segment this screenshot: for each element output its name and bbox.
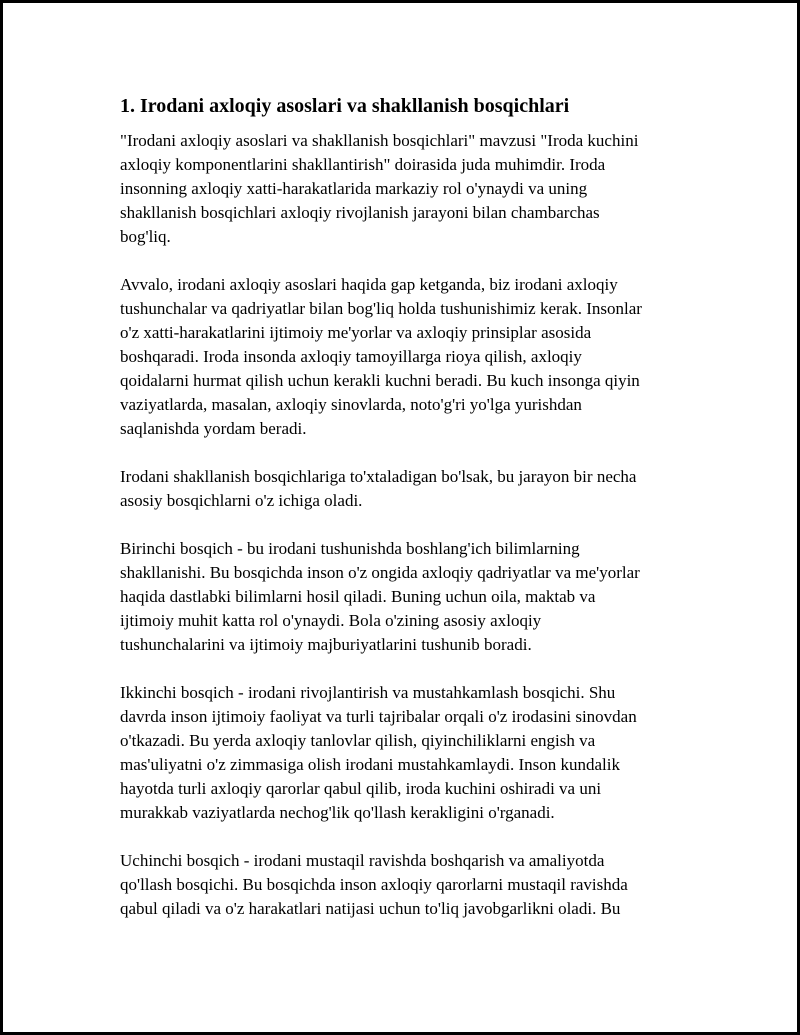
paragraph-third-stage (120, 849, 700, 921)
text-line: insonning axloqiy xatti-harakatlarida markaziy rol o'ynaydi va uning (120, 179, 588, 198)
text-line: tushunchalarini va ijtimoiy majburiyatlarini tushunib boradi. (120, 635, 532, 654)
section-heading: 1. Irodani axloqiy asoslari va shakllanish bosqichlari (120, 95, 570, 117)
text-line: Uchinchi bosqich - irodani mustaqil ravishda boshqarish va amaliyotda (120, 851, 605, 870)
text-line: vaziyatlarda, masalan, axloqiy sinovlarda, noto'g'ri yo'lga yurishdan (120, 395, 582, 414)
paragraph-intro (120, 129, 700, 249)
paragraph-stages-intro (120, 465, 700, 513)
text-line: Birinchi bosqich - bu irodani tushunishda boshlang'ich bilimlarning (120, 539, 580, 558)
text-line: o'z xatti-harakatlarini ijtimoiy me'yorlar va axloqiy prinsiplar asosida (120, 323, 592, 342)
document-body (120, 92, 700, 945)
text-line: shakllanishi. Bu bosqichda inson o'z ongida axloqiy qadriyatlar va me'yorlar (120, 563, 640, 582)
text-line: Irodani shakllanish bosqichlariga to'xtaladigan bo'lsak, bu jarayon bir necha (120, 467, 637, 486)
text-line: bog'liq. (120, 227, 171, 246)
text-line: asosiy bosqichlarni o'z ichiga oladi. (120, 491, 363, 510)
text-line: shakllanish bosqichlari axloqiy rivojlanish jarayoni bilan chambarchas (120, 203, 600, 222)
text-line: qoidalarni hurmat qilish uchun kerakli kuchni beradi. Bu kuch insonga qiyin (120, 371, 640, 390)
text-line: mas'uliyatni o'z zimmasiga olish irodani mustahkamlaydi. Inson kundalik (120, 755, 620, 774)
text-line: tushunchalar va qadriyatlar bilan bog'liq holda tushunishimiz kerak. Insonlar (120, 299, 642, 318)
text-line: "Irodani axloqiy asoslari va shakllanish bosqichlari" mavzusi "Iroda kuchini (120, 131, 639, 150)
text-line: haqida dastlabki bilimlarni hosil qiladi. Buning uchun oila, maktab va (120, 587, 596, 606)
text-line: saqlanishda yordam beradi. (120, 419, 307, 438)
paragraph-second-stage (120, 681, 700, 825)
text-line: o'tkazadi. Bu yerda axloqiy tanlovlar qilish, qiyinchiliklarni engish va (120, 731, 596, 750)
paragraph-first-stage (120, 537, 700, 657)
paragraph-moral-foundations (120, 273, 700, 441)
text-line: Ikkinchi bosqich - irodani rivojlantirish va mustahkamlash bosqichi. Shu (120, 683, 616, 702)
text-line: davrda inson ijtimoiy faoliyat va turli tajribalar orqali o'z irodasini sinovdan (120, 707, 637, 726)
text-line: ijtimoiy muhit katta rol o'ynaydi. Bola o'zining asosiy axloqiy (120, 611, 542, 630)
text-line: axloqiy komponentlarini shakllantirish" doirasida juda muhimdir. Iroda (120, 155, 606, 174)
text-line: boshqaradi. Iroda insonda axloqiy tamoyillarga rioya qilish, axloqiy (120, 347, 582, 366)
text-line: hayotda turli axloqiy qarorlar qabul qilib, iroda kuchini oshiradi va uni (120, 779, 602, 798)
text-line: qabul qiladi va o'z harakatlari natijasi uchun to'liq javobgarlikni oladi. Bu (120, 899, 621, 918)
text-line: murakkab vaziyatlarda nechog'lik qo'llash kerakligini o'rganadi. (120, 803, 555, 822)
text-line: Avvalo, irodani axloqiy asoslari haqida gap ketganda, biz irodani axloqiy (120, 275, 618, 294)
text-line: qo'llash bosqichi. Bu bosqichda inson axloqiy qarorlarni mustaqil ravishda (120, 875, 628, 894)
